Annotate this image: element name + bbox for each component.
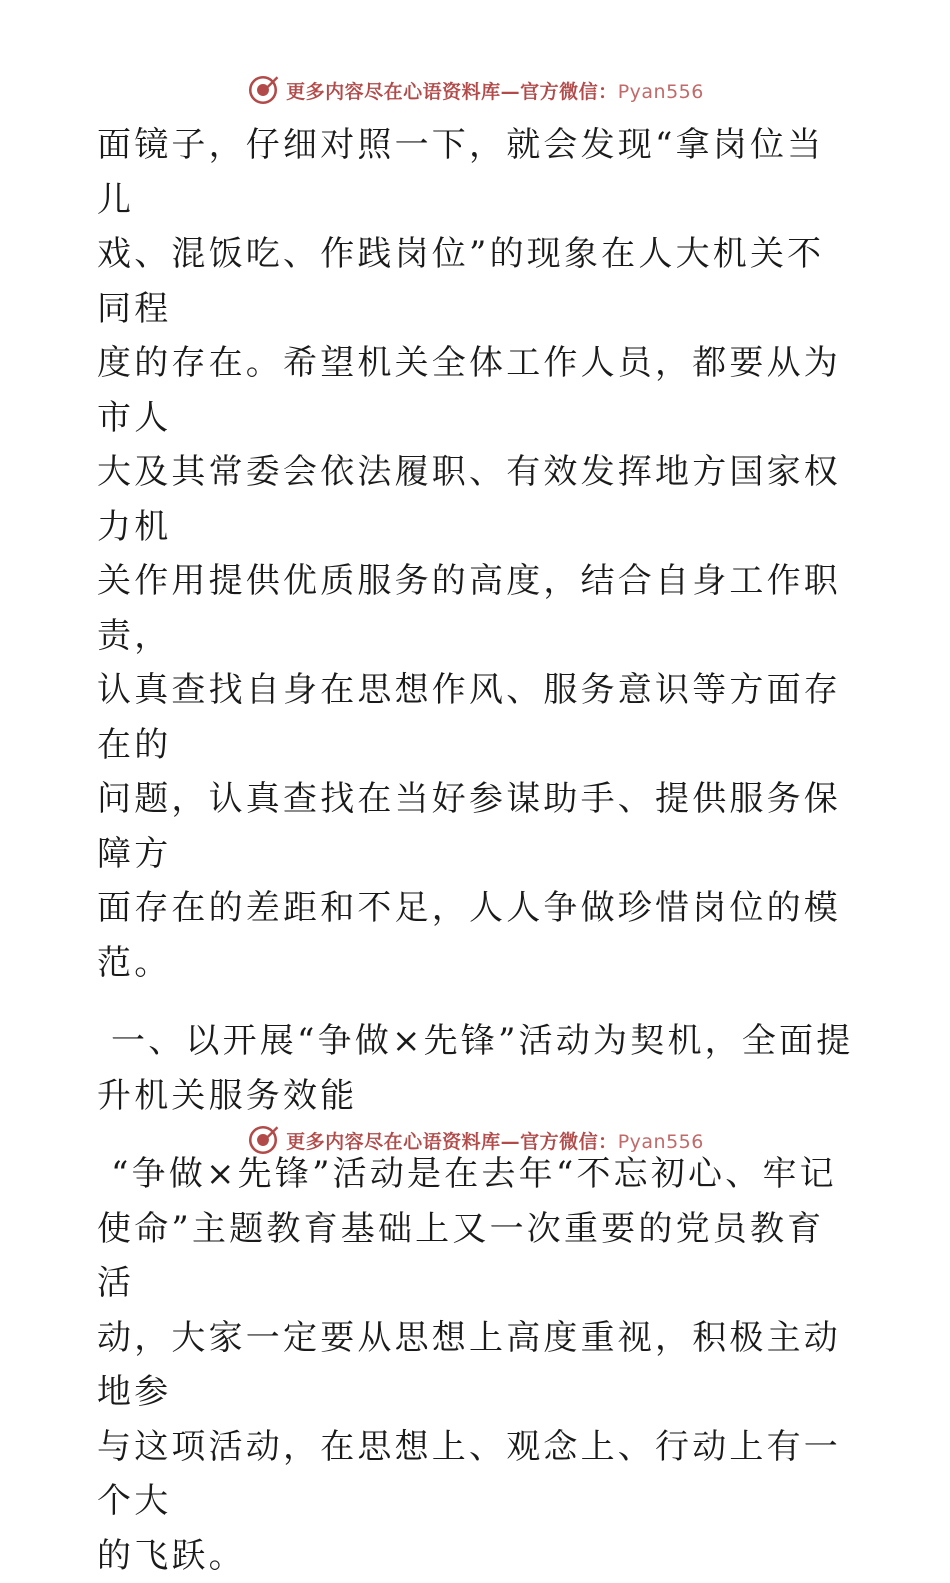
pen-logo-icon bbox=[246, 73, 280, 107]
text-line: 大及其常委会依法履职、有效发挥地方国家权力机 bbox=[97, 445, 857, 554]
pen-logo-icon bbox=[246, 1123, 280, 1157]
text-line: 关作用提供优质服务的高度，结合自身工作职责， bbox=[97, 554, 857, 663]
text-line: 与这项活动，在思想上、观念上、行动上有一个大 bbox=[97, 1420, 857, 1529]
footer-banner bbox=[0, 1120, 950, 1160]
header-banner bbox=[0, 70, 950, 110]
text-line: 的飞跃。 bbox=[97, 1529, 857, 1583]
section-heading-line: 一、以开展“争做×先锋”活动为契机，全面提 bbox=[97, 1014, 857, 1069]
text-line: 度的存在。希望机关全体工作人员，都要从为市人 bbox=[97, 336, 857, 445]
document-body bbox=[97, 118, 857, 1583]
text-line: 使命”主题教育基础上又一次重要的党员教育活 bbox=[97, 1202, 857, 1311]
banner-text: 更多内容尽在心语资料库—官方微信：Pyan556 bbox=[286, 77, 704, 104]
text-line: 问题，认真查找在当好参谋助手、提供服务保障方 bbox=[97, 772, 857, 881]
text-line: 面存在的差距和不足，人人争做珍惜岗位的模范。 bbox=[97, 881, 857, 990]
text-line: 动，大家一定要从思想上高度重视，积极主动地参 bbox=[97, 1311, 857, 1420]
section-heading-line: 升机关服务效能 bbox=[97, 1069, 857, 1124]
text-line: 面镜子，仔细对照一下，就会发现“拿岗位当儿 bbox=[97, 118, 857, 227]
text-line: “争做×先锋”活动是在去年“不忘初心、牢记 bbox=[97, 1147, 857, 1202]
text-line: 戏、混饭吃、作践岗位”的现象在人大机关不同程 bbox=[97, 227, 857, 336]
banner-text: 更多内容尽在心语资料库—官方微信：Pyan556 bbox=[286, 1127, 704, 1154]
text-line: 认真查找自身在思想作风、服务意识等方面存在的 bbox=[97, 663, 857, 772]
